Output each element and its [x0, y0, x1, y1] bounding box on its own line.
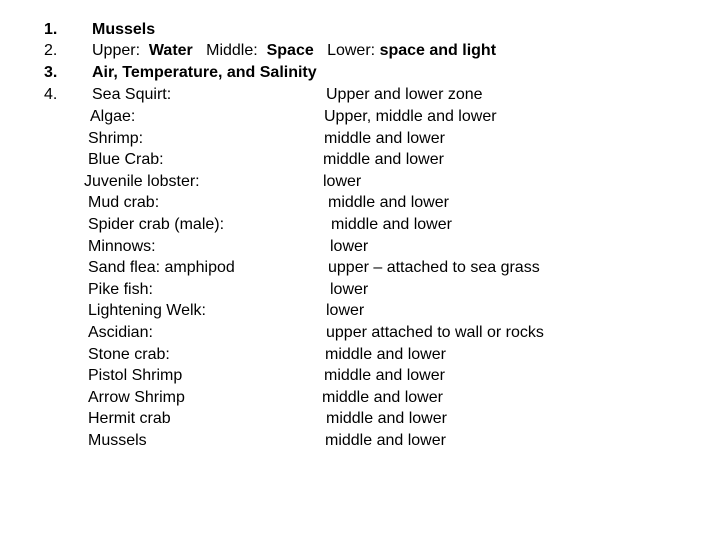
zone-value: middle and lower [325, 346, 446, 363]
organism-label: Minnows: [88, 238, 156, 255]
zone-value: upper – attached to sea grass [328, 259, 540, 276]
answer-3: Air, Temperature, and Salinity [92, 64, 317, 81]
organism-label: Stone crab: [88, 346, 170, 363]
zone-value: lower [323, 173, 362, 190]
zone-value: lower [330, 238, 369, 255]
zone-value: lower [330, 281, 369, 298]
zone-value: middle and lower [328, 194, 449, 211]
organism-label: Blue Crab: [88, 151, 164, 168]
zone-value: middle and lower [322, 389, 443, 406]
zone-value: middle and lower [325, 432, 446, 449]
answer-1: Mussels [92, 21, 156, 38]
organism-label: Arrow Shrimp [88, 389, 185, 406]
zone-value: middle and lower [323, 151, 444, 168]
zone-value: middle and lower [324, 130, 445, 147]
organism-label: Algae: [90, 108, 136, 125]
answer-2 [92, 41, 496, 61]
middle-label: Middle: [206, 42, 258, 59]
zone-value: Upper and lower zone [326, 86, 483, 103]
list-number-3: 3. [44, 64, 58, 81]
middle-value: Space [266, 42, 314, 59]
zone-value: upper attached to wall or rocks [326, 324, 544, 341]
organism-label: Hermit crab [88, 410, 171, 427]
lower-label: Lower: [327, 42, 376, 59]
list-number-1: 1. [44, 21, 58, 38]
upper-label: Upper: [92, 42, 141, 59]
zone-value: middle and lower [326, 410, 447, 427]
organism-label: Lightening Welk: [88, 302, 206, 319]
organism-label: Shrimp: [88, 130, 144, 147]
organism-label: Sea Squirt: [92, 86, 172, 103]
organism-label: Pistol Shrimp [88, 367, 183, 384]
zone-value: lower [326, 302, 365, 319]
list-number-4: 4. [44, 86, 58, 103]
zone-value: middle and lower [324, 367, 445, 384]
organism-label: Sand flea: amphipod [88, 259, 235, 276]
organism-label: Mud crab: [88, 194, 160, 211]
list-number-2: 2. [44, 42, 58, 59]
organism-label: Mussels [88, 432, 147, 449]
zone-value: Upper, middle and lower [324, 108, 497, 125]
upper-value: Water [148, 42, 193, 59]
organism-label: Spider crab (male): [88, 216, 225, 233]
organism-label: Pike fish: [88, 281, 153, 298]
organism-label: Juvenile lobster: [84, 173, 200, 190]
zone-value: middle and lower [331, 216, 452, 233]
lower-value: space and light [379, 42, 497, 59]
organism-label: Ascidian: [88, 324, 153, 341]
